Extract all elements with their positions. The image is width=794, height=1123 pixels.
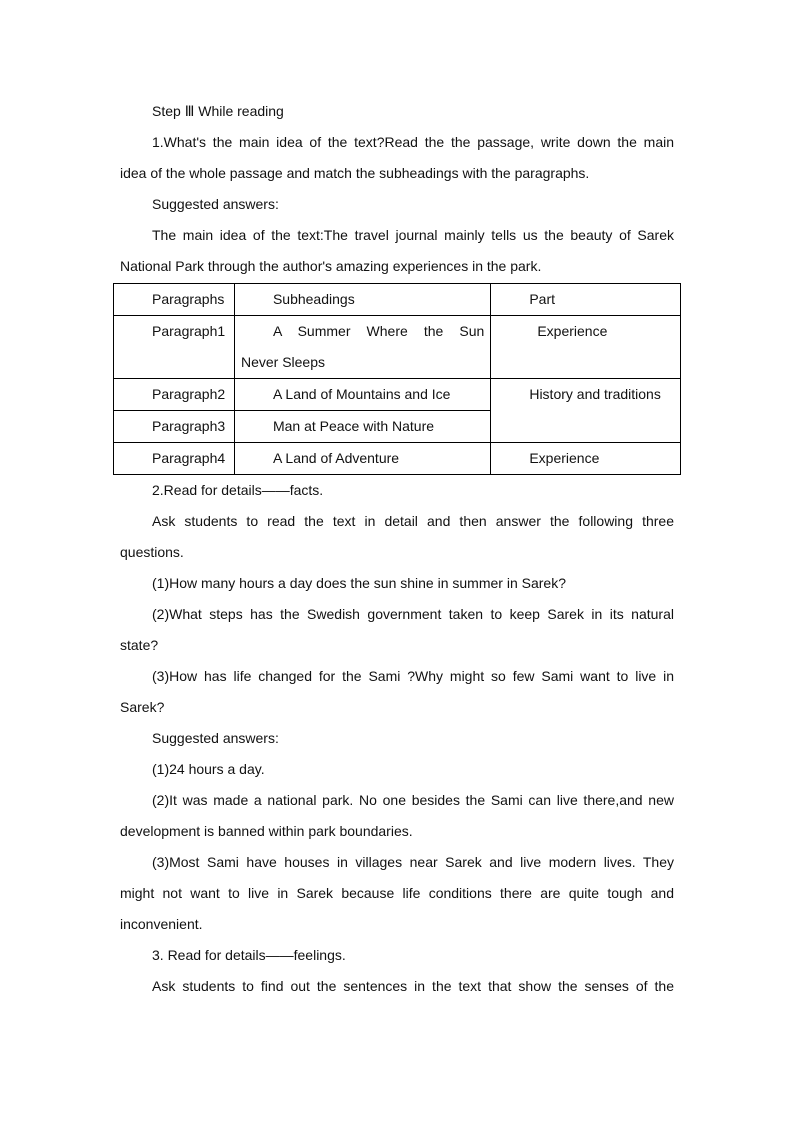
subheading-cell: A Land of Mountains and Ice — [234, 379, 490, 411]
q3-intro-line1: Ask students to find out the sentences in the text that show the senses of the — [152, 978, 674, 994]
paragraph-cell: Paragraph2 — [114, 379, 235, 411]
answer-3-line1: (3)Most Sami have houses in villages near Sarek and live modern lives. They — [152, 854, 674, 870]
header-paragraphs: Paragraphs — [114, 284, 235, 316]
q2-title: 2.Read for details——facts. — [152, 482, 324, 498]
question-3-line1: (3)How has life changed for the Sami ?Why might so few Sami want to live in — [152, 668, 674, 684]
answer-2-line1: (2)It was made a national park. No one besides the Sami can live there,and new — [152, 792, 674, 808]
subheading-cell: A Land of Adventure — [234, 443, 490, 475]
q1-line1: 1.What's the main idea of the text?Read the the passage, write down the main — [152, 134, 674, 150]
main-idea-line2: National Park through the author's amazing experiences in the park. — [120, 258, 542, 274]
table-row — [114, 443, 681, 475]
table-row — [114, 379, 681, 411]
paragraph-cell: Paragraph3 — [114, 411, 235, 443]
answer-2-line2: development is banned within park boundaries. — [120, 823, 413, 839]
question-1: (1)How many hours a day does the sun shine in summer in Sarek? — [152, 575, 566, 591]
header-part: Part — [491, 284, 681, 316]
q2-intro-line2: questions. — [120, 544, 184, 560]
answer-3-line3: inconvenient. — [120, 916, 203, 932]
lower-text — [120, 475, 674, 1002]
subheading-cell: A Summer Where the Sun Never Sleeps — [234, 316, 490, 379]
part-cell: Experience — [491, 316, 681, 379]
header-subheadings: Subheadings — [234, 284, 490, 316]
suggested-answers-label: Suggested answers: — [152, 196, 279, 212]
subheadings-table — [113, 283, 681, 475]
q3-title: 3. Read for details——feelings. — [152, 947, 346, 963]
paragraph-cell: Paragraph4 — [114, 443, 235, 475]
table-row — [114, 316, 681, 379]
answer-3-line2: might not want to live in Sarek because life conditions there are quite tough and — [120, 885, 674, 901]
answer-1: (1)24 hours a day. — [152, 761, 265, 777]
question-3-line2: Sarek? — [120, 699, 165, 715]
upper-text — [120, 96, 674, 282]
q2-intro-line1: Ask students to read the text in detail and then answer the following three — [152, 513, 674, 529]
part-cell: History and traditions — [491, 379, 681, 443]
q1-line2: idea of the whole passage and match the subheadings with the paragraphs. — [120, 165, 590, 181]
question-2-line2: state? — [120, 637, 159, 653]
question-2-line1: (2)What steps has the Swedish government taken to keep Sarek in its natural — [152, 606, 674, 622]
paragraph-cell: Paragraph1 — [114, 316, 235, 379]
main-idea-line1: The main idea of the text:The travel journal mainly tells us the beauty of Sarek — [152, 227, 674, 243]
suggested-answers-label: Suggested answers: — [152, 730, 279, 746]
part-cell: Experience — [491, 443, 681, 475]
table-header-row — [114, 284, 681, 316]
subheading-cell: Man at Peace with Nature — [234, 411, 490, 443]
step-title: Step Ⅲ While reading — [152, 103, 284, 119]
